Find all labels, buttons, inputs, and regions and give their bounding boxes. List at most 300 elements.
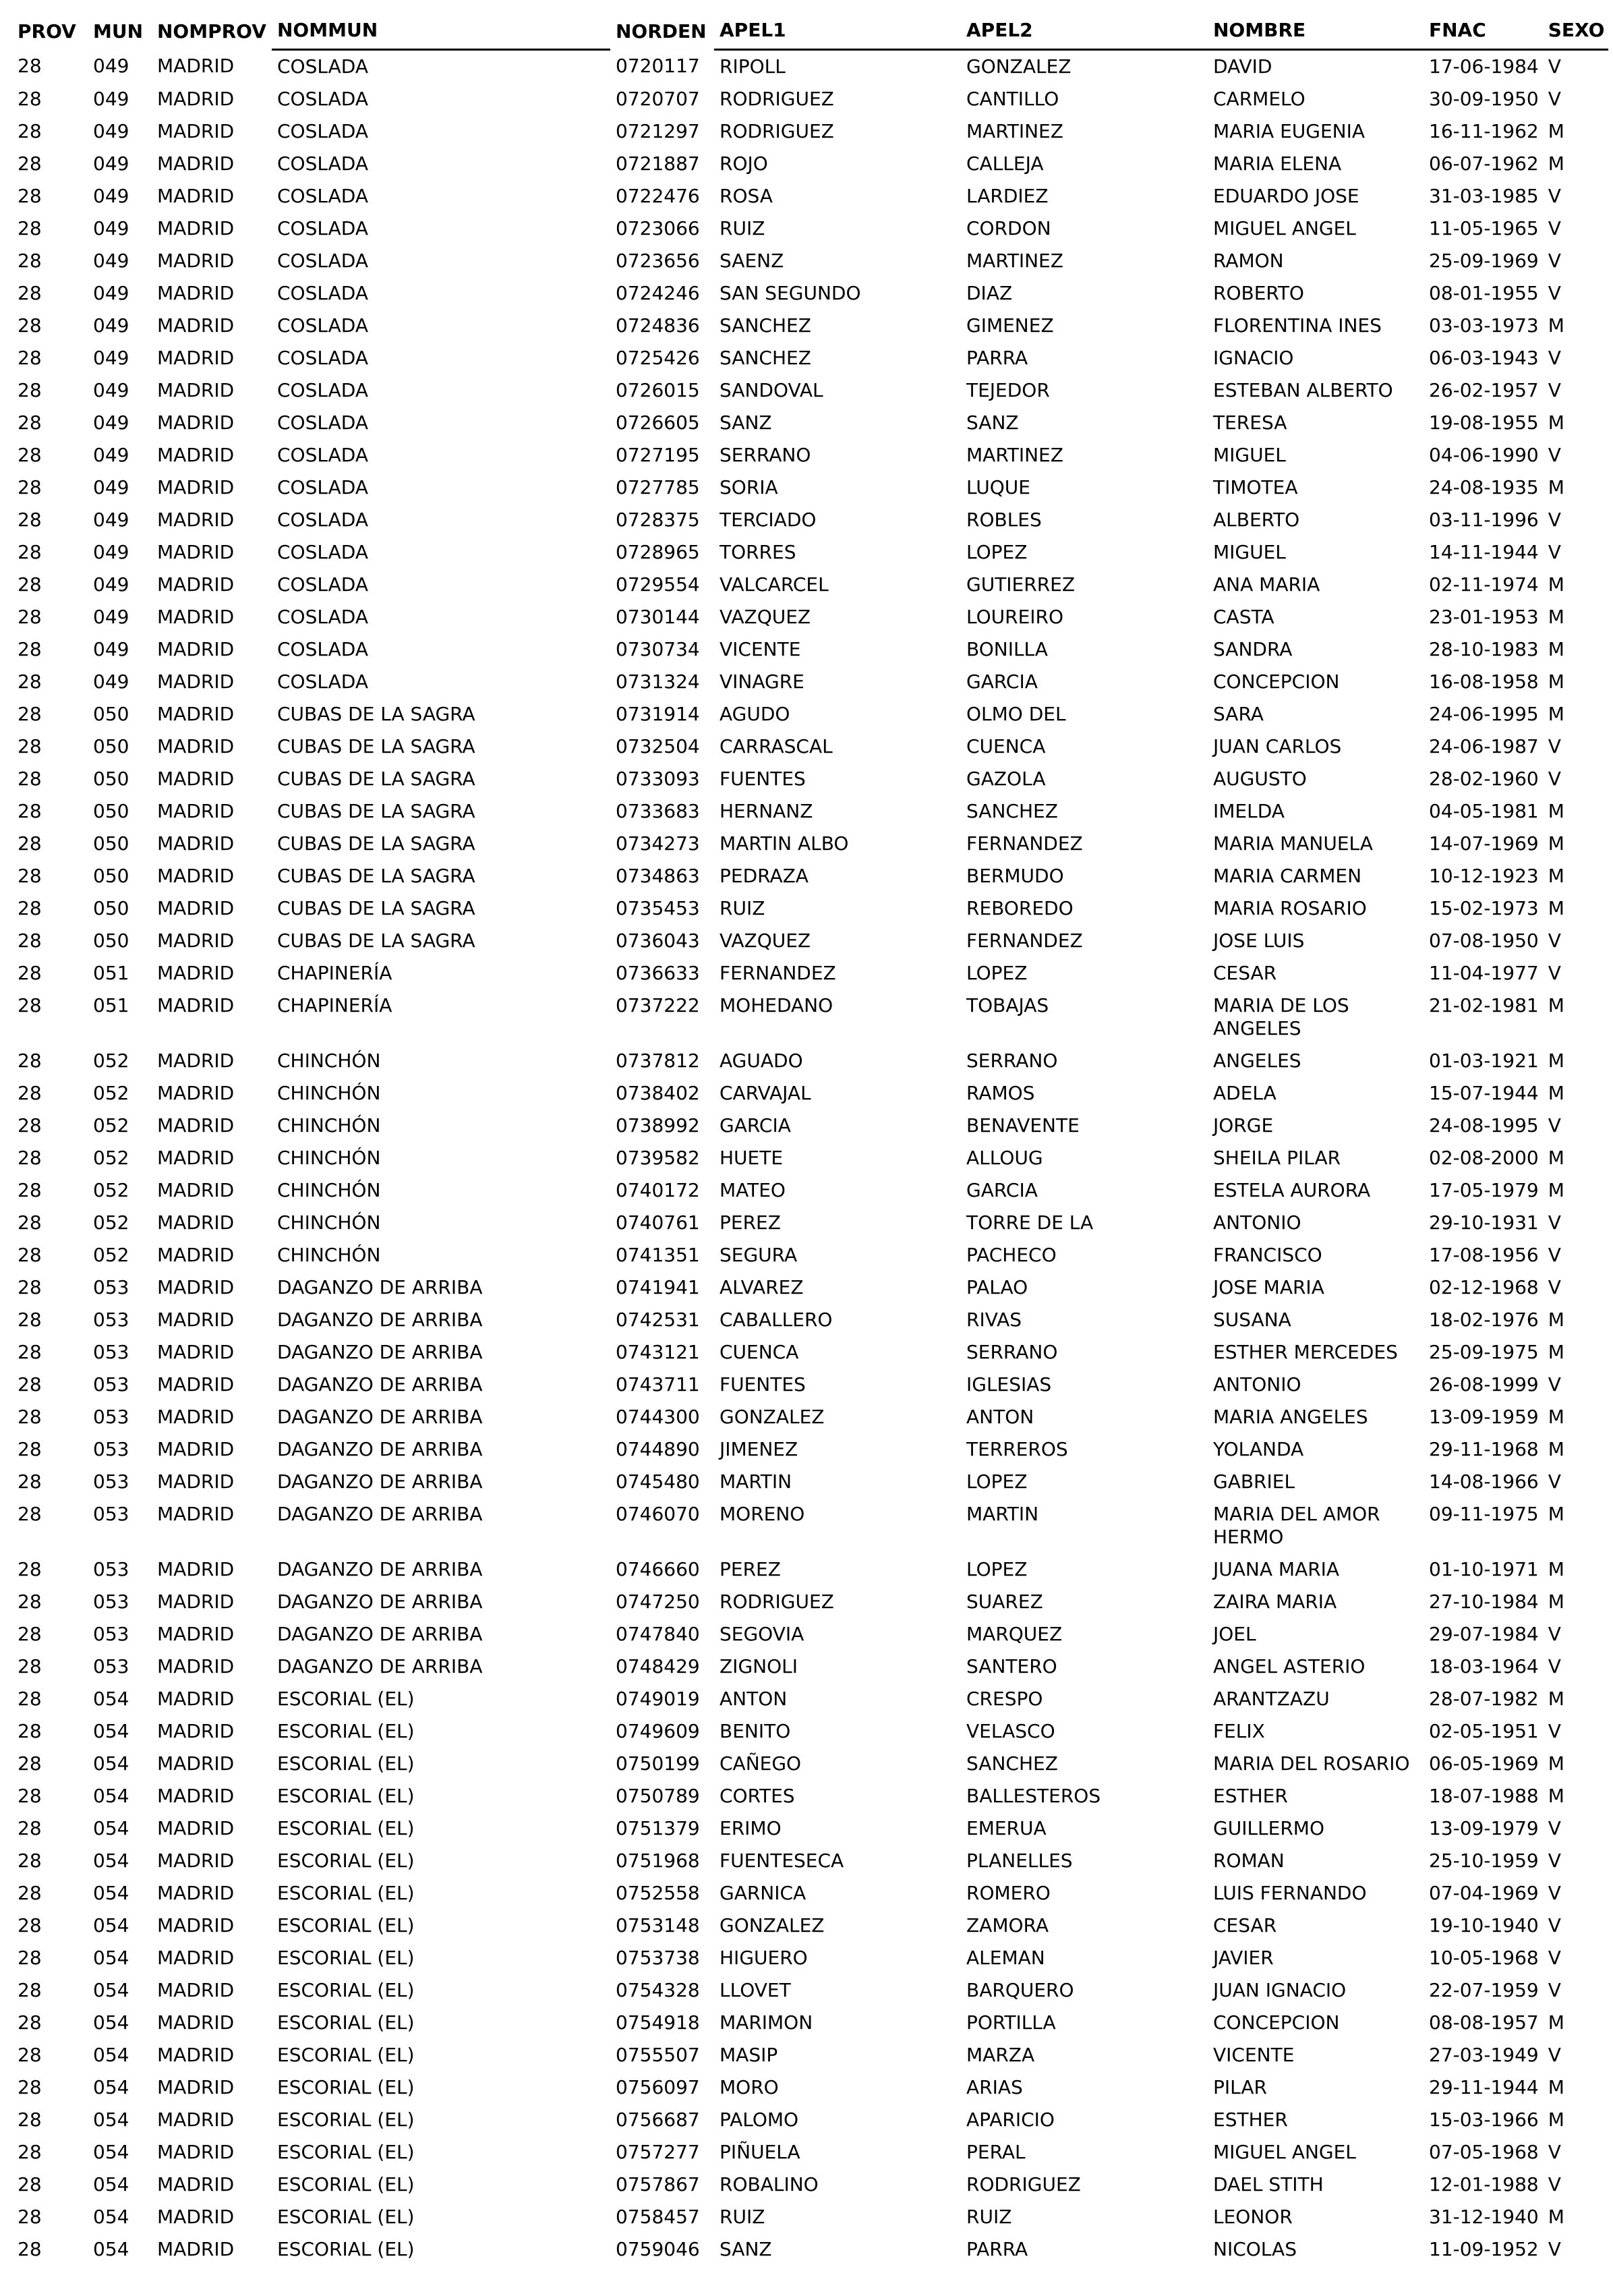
cell-fnac: 11-04-1977: [1429, 962, 1539, 984]
cell-apel2: ALLOUG: [966, 1147, 1043, 1169]
cell-apel2: CRESPO: [966, 1688, 1043, 1710]
cell-prov: 28: [18, 347, 42, 369]
cell-fnac: 11-09-1952: [1429, 2238, 1539, 2260]
table-row: [12, 763, 1608, 795]
table-row: [12, 1239, 1608, 1271]
cell-sexo: V: [1548, 185, 1561, 207]
cell-apel2: BARQUERO: [966, 1979, 1074, 2001]
cell-nommun: CUBAS DE LA SAGRA: [277, 703, 475, 725]
cell-apel1: FUENTES: [720, 768, 806, 790]
cell-mun: 054: [93, 1688, 129, 1710]
cell-sexo: M: [1548, 476, 1564, 498]
cell-nombre: ANA MARIA: [1213, 573, 1320, 596]
cell-nombre: TERESA: [1213, 411, 1287, 434]
cell-nommun: ESCORIAL (EL): [277, 2044, 415, 2066]
cell-nomprov: MADRID: [157, 1688, 235, 1710]
cell-nommun: CHINCHÓN: [277, 1050, 381, 1072]
cell-nombre: MARIA ELENA: [1213, 152, 1342, 175]
cell-norden: 0724246: [616, 282, 700, 304]
cell-nommun: ESCORIAL (EL): [277, 1688, 415, 1710]
cell-nomprov: MADRID: [157, 1050, 235, 1072]
cell-nomprov: MADRID: [157, 509, 235, 531]
table-row: [12, 245, 1608, 277]
cell-nombre: SUSANA: [1213, 1309, 1291, 1331]
cell-apel1: GARNICA: [720, 1882, 806, 1904]
cell-norden: 0737812: [616, 1050, 700, 1072]
table-row: [12, 1618, 1608, 1651]
cell-nommun: CUBAS DE LA SAGRA: [277, 832, 475, 855]
cell-nomprov: MADRID: [157, 1309, 235, 1331]
cell-apel2: MARZA: [966, 2044, 1035, 2066]
cell-nommun: COSLADA: [277, 411, 368, 434]
cell-nommun: ESCORIAL (EL): [277, 2238, 415, 2260]
cell-sexo: V: [1548, 250, 1561, 272]
cell-prov: 28: [18, 1503, 42, 1525]
cell-fnac: 17-08-1956: [1429, 1244, 1539, 1266]
cell-mun: 049: [93, 379, 129, 401]
cell-nomprov: MADRID: [157, 379, 235, 401]
cell-sexo: M: [1548, 2206, 1564, 2228]
table-row: [12, 407, 1608, 439]
cell-apel1: ROSA: [720, 185, 773, 207]
cell-apel1: ERIMO: [720, 1817, 782, 1839]
cell-fnac: 07-05-1968: [1429, 2141, 1539, 2163]
cell-mun: 049: [93, 185, 129, 207]
cell-apel1: TORRES: [720, 541, 796, 563]
cell-fnac: 12-01-1988: [1429, 2173, 1539, 2195]
cell-nommun: ESCORIAL (EL): [277, 1979, 415, 2001]
table-row: [12, 1553, 1608, 1586]
cell-fnac: 01-03-1921: [1429, 1050, 1539, 1072]
cell-norden: 0725426: [616, 347, 700, 369]
cell-apel1: SANDOVAL: [720, 379, 823, 401]
cell-sexo: M: [1548, 994, 1564, 1016]
cell-nomprov: MADRID: [157, 250, 235, 272]
cell-fnac: 01-10-1971: [1429, 1558, 1539, 1580]
cell-sexo: M: [1548, 1590, 1564, 1613]
cell-norden: 0738402: [616, 1082, 700, 1104]
cell-sexo: V: [1548, 541, 1561, 563]
cell-sexo: V: [1548, 2238, 1561, 2260]
cell-apel2: GUTIERREZ: [966, 573, 1076, 596]
cell-sexo: M: [1548, 1688, 1564, 1710]
cell-nommun: ESCORIAL (EL): [277, 2076, 415, 2098]
cell-nombre: GABRIEL: [1213, 1470, 1295, 1493]
cell-apel2: ZAMORA: [966, 1914, 1049, 1936]
cell-nommun: DAGANZO DE ARRIBA: [277, 1470, 483, 1493]
table-row: [12, 83, 1608, 115]
cell-fnac: 06-05-1969: [1429, 1752, 1539, 1775]
cell-fnac: 11-05-1965: [1429, 217, 1539, 239]
cell-apel2: PARRA: [966, 347, 1028, 369]
cell-nombre: SANDRA: [1213, 638, 1293, 660]
cell-apel2: PARRA: [966, 2238, 1028, 2260]
cell-nomprov: MADRID: [157, 1147, 235, 1169]
cell-nommun: COSLADA: [277, 152, 368, 175]
table-row: [12, 569, 1608, 601]
cell-mun: 049: [93, 314, 129, 337]
cell-sexo: M: [1548, 1438, 1564, 1460]
cell-sexo: M: [1548, 1785, 1564, 1807]
cell-norden: 0739582: [616, 1147, 700, 1169]
cell-nommun: DAGANZO DE ARRIBA: [277, 1341, 483, 1363]
cell-apel2: TORRE DE LA: [966, 1211, 1094, 1234]
cell-sexo: V: [1548, 55, 1561, 78]
cell-norden: 0723066: [616, 217, 700, 239]
cell-fnac: 03-03-1973: [1429, 314, 1539, 337]
cell-apel1: SANCHEZ: [720, 347, 811, 369]
cell-apel2: RAMOS: [966, 1082, 1035, 1104]
cell-sexo: M: [1548, 2011, 1564, 2034]
cell-prov: 28: [18, 1914, 42, 1936]
cell-fnac: 27-03-1949: [1429, 2044, 1539, 2066]
cell-nombre: MARIA CARMEN: [1213, 865, 1362, 887]
cell-apel1: SANZ: [720, 2238, 772, 2260]
cell-mun: 049: [93, 217, 129, 239]
cell-prov: 28: [18, 929, 42, 952]
cell-fnac: 06-07-1962: [1429, 152, 1539, 175]
cell-prov: 28: [18, 994, 42, 1016]
cell-prov: 28: [18, 2011, 42, 2034]
cell-nombre: JUAN IGNACIO: [1213, 1979, 1347, 2001]
table-row: [12, 1110, 1608, 1142]
cell-mun: 054: [93, 1720, 129, 1742]
table-row: [12, 2136, 1608, 2169]
cell-nombre: AUGUSTO: [1213, 768, 1307, 790]
column-header-apel1: APEL1: [714, 5, 961, 50]
cell-norden: 0731914: [616, 703, 700, 725]
cell-prov: 28: [18, 250, 42, 272]
cell-fnac: 18-07-1988: [1429, 1785, 1539, 1807]
cell-prov: 28: [18, 185, 42, 207]
cell-prov: 28: [18, 1947, 42, 1969]
cell-prov: 28: [18, 120, 42, 142]
cell-apel2: CALLEJA: [966, 152, 1044, 175]
cell-apel2: APARICIO: [966, 2108, 1055, 2131]
cell-sexo: V: [1548, 735, 1561, 757]
cell-fnac: 14-07-1969: [1429, 832, 1539, 855]
cell-fnac: 28-10-1983: [1429, 638, 1539, 660]
table-row: [12, 50, 1608, 84]
cell-sexo: M: [1548, 1341, 1564, 1363]
table-row: [12, 1812, 1608, 1845]
table-row: [12, 2201, 1608, 2233]
cell-nommun: ESCORIAL (EL): [277, 2108, 415, 2131]
cell-fnac: 02-05-1951: [1429, 1720, 1539, 1742]
cell-nommun: CUBAS DE LA SAGRA: [277, 897, 475, 919]
cell-mun: 054: [93, 2011, 129, 2034]
cell-nombre: ROMAN: [1213, 1849, 1285, 1872]
cell-sexo: V: [1548, 444, 1561, 466]
table-row: [12, 795, 1608, 828]
cell-nommun: CHINCHÓN: [277, 1082, 381, 1104]
table-row: [12, 1045, 1608, 1077]
table-row: [12, 666, 1608, 698]
cell-nomprov: MADRID: [157, 314, 235, 337]
cell-apel2: PERAL: [966, 2141, 1026, 2163]
cell-apel1: PIÑUELA: [720, 2141, 800, 2163]
cell-nomprov: MADRID: [157, 1276, 235, 1298]
cell-nombre: LUIS FERNANDO: [1213, 1882, 1367, 1904]
cell-nomprov: MADRID: [157, 217, 235, 239]
cell-mun: 054: [93, 2108, 129, 2131]
cell-nommun: DAGANZO DE ARRIBA: [277, 1590, 483, 1613]
cell-mun: 050: [93, 832, 129, 855]
cell-nomprov: MADRID: [157, 1406, 235, 1428]
cell-nombre: MARIA DEL ROSARIO: [1213, 1752, 1410, 1775]
cell-mun: 053: [93, 1309, 129, 1331]
cell-fnac: 25-09-1969: [1429, 250, 1539, 272]
cell-nomprov: MADRID: [157, 1752, 235, 1775]
cell-apel2: RIVAS: [966, 1309, 1022, 1331]
cell-fnac: 24-06-1987: [1429, 735, 1539, 757]
cell-nommun: COSLADA: [277, 670, 368, 693]
cell-norden: 0753738: [616, 1947, 700, 1969]
cell-apel2: LARDIEZ: [966, 185, 1049, 207]
cell-norden: 0735453: [616, 897, 700, 919]
cell-apel1: SERRANO: [720, 444, 811, 466]
cell-nombre: JOSE LUIS: [1213, 929, 1305, 952]
cell-mun: 053: [93, 1655, 129, 1677]
cell-fnac: 17-05-1979: [1429, 1179, 1539, 1201]
cell-fnac: 06-03-1943: [1429, 347, 1539, 369]
cell-prov: 28: [18, 1050, 42, 1072]
cell-nombre: LEONOR: [1213, 2206, 1293, 2228]
cell-prov: 28: [18, 1082, 42, 1104]
cell-norden: 0742531: [616, 1309, 700, 1331]
cell-nomprov: MADRID: [157, 1947, 235, 1969]
cell-apel1: RUIZ: [720, 897, 765, 919]
cell-sexo: M: [1548, 1050, 1564, 1072]
cell-nomprov: MADRID: [157, 347, 235, 369]
cell-nommun: ESCORIAL (EL): [277, 2011, 415, 2034]
column-header-nommun: NOMMUN: [272, 5, 610, 50]
cell-norden: 0733683: [616, 800, 700, 822]
cell-norden: 0744300: [616, 1406, 700, 1428]
cell-apel2: RODRIGUEZ: [966, 2173, 1081, 2195]
cell-mun: 054: [93, 2173, 129, 2195]
cell-nommun: DAGANZO DE ARRIBA: [277, 1503, 483, 1525]
cell-apel2: BENAVENTE: [966, 1114, 1080, 1137]
cell-nommun: CUBAS DE LA SAGRA: [277, 929, 475, 952]
table-row: [12, 1845, 1608, 1877]
cell-nommun: COSLADA: [277, 509, 368, 531]
cell-fnac: 15-02-1973: [1429, 897, 1539, 919]
cell-nomprov: MADRID: [157, 476, 235, 498]
cell-fnac: 13-09-1959: [1429, 1406, 1539, 1428]
cell-norden: 0757277: [616, 2141, 700, 2163]
cell-sexo: V: [1548, 1211, 1561, 1234]
cell-mun: 049: [93, 476, 129, 498]
cell-nombre: CESAR: [1213, 962, 1277, 984]
cell-nombre: EDUARDO JOSE: [1213, 185, 1359, 207]
table-row: [12, 730, 1608, 763]
cell-apel2: MARTINEZ: [966, 444, 1063, 466]
cell-apel1: MOHEDANO: [720, 994, 833, 1016]
cell-nombre: CESAR: [1213, 1914, 1277, 1936]
cell-nomprov: MADRID: [157, 120, 235, 142]
cell-nombre: MIGUEL ANGEL: [1213, 217, 1356, 239]
cell-nomprov: MADRID: [157, 897, 235, 919]
cell-norden: 0754328: [616, 1979, 700, 2001]
cell-nomprov: MADRID: [157, 541, 235, 563]
cell-nommun: ESCORIAL (EL): [277, 2206, 415, 2228]
cell-sexo: V: [1548, 1817, 1561, 1839]
cell-apel1: VAZQUEZ: [720, 929, 811, 952]
cell-apel1: GARCIA: [720, 1114, 791, 1137]
cell-nomprov: MADRID: [157, 865, 235, 887]
cell-sexo: M: [1548, 1082, 1564, 1104]
cell-prov: 28: [18, 2141, 42, 2163]
cell-nommun: CHINCHÓN: [277, 1211, 381, 1234]
cell-nommun: ESCORIAL (EL): [277, 1720, 415, 1742]
cell-sexo: V: [1548, 379, 1561, 401]
cell-nomprov: MADRID: [157, 2108, 235, 2131]
cell-sexo: V: [1548, 768, 1561, 790]
cell-sexo: M: [1548, 1752, 1564, 1775]
cell-prov: 28: [18, 1309, 42, 1331]
cell-sexo: M: [1548, 606, 1564, 628]
cell-prov: 28: [18, 88, 42, 110]
cell-nombre: IMELDA: [1213, 800, 1285, 822]
cell-fnac: 02-12-1968: [1429, 1276, 1539, 1298]
cell-nombre: DAEL STITH: [1213, 2173, 1324, 2195]
cell-norden: 0756097: [616, 2076, 700, 2098]
cell-nombre: MARIA DE LOS ANGELES: [1213, 994, 1349, 1039]
cell-apel2: CUENCA: [966, 735, 1046, 757]
cell-nomprov: MADRID: [157, 929, 235, 952]
cell-nommun: COSLADA: [277, 476, 368, 498]
cell-mun: 049: [93, 606, 129, 628]
cell-apel1: SANZ: [720, 411, 772, 434]
cell-nommun: ESCORIAL (EL): [277, 2141, 415, 2163]
cell-prov: 28: [18, 800, 42, 822]
cell-sexo: V: [1548, 1882, 1561, 1904]
cell-apel2: LOUREIRO: [966, 606, 1064, 628]
cell-sexo: V: [1548, 1849, 1561, 1872]
cell-nommun: ESCORIAL (EL): [277, 1947, 415, 1969]
cell-norden: 0723656: [616, 250, 700, 272]
cell-norden: 0724836: [616, 314, 700, 337]
cell-apel2: GAZOLA: [966, 768, 1046, 790]
cell-norden: 0741351: [616, 1244, 700, 1266]
cell-apel1: SORIA: [720, 476, 778, 498]
cell-fnac: 10-05-1968: [1429, 1947, 1539, 1969]
cell-apel2: SANCHEZ: [966, 800, 1058, 822]
cell-nommun: COSLADA: [277, 347, 368, 369]
cell-norden: 0759046: [616, 2238, 700, 2260]
cell-norden: 0758457: [616, 2206, 700, 2228]
cell-norden: 0734273: [616, 832, 700, 855]
cell-fnac: 19-08-1955: [1429, 411, 1539, 434]
cell-nommun: ESCORIAL (EL): [277, 2173, 415, 2195]
cell-fnac: 17-06-1984: [1429, 55, 1539, 78]
cell-nomprov: MADRID: [157, 1655, 235, 1677]
cell-apel1: CABALLERO: [720, 1309, 833, 1331]
cell-mun: 050: [93, 703, 129, 725]
cell-nomprov: MADRID: [157, 1179, 235, 1201]
table-row: [12, 439, 1608, 471]
cell-nommun: COSLADA: [277, 638, 368, 660]
cell-sexo: M: [1548, 1309, 1564, 1331]
cell-norden: 0743121: [616, 1341, 700, 1363]
cell-nommun: DAGANZO DE ARRIBA: [277, 1438, 483, 1460]
cell-nommun: DAGANZO DE ARRIBA: [277, 1623, 483, 1645]
cell-sexo: M: [1548, 411, 1564, 434]
cell-mun: 049: [93, 444, 129, 466]
cell-sexo: M: [1548, 638, 1564, 660]
cell-apel2: SANTERO: [966, 1655, 1057, 1677]
cell-nombre: ANTONIO: [1213, 1211, 1301, 1234]
table-row: [12, 1780, 1608, 1812]
table-row: [12, 1683, 1608, 1715]
cell-sexo: M: [1548, 800, 1564, 822]
cell-nommun: CHINCHÓN: [277, 1244, 381, 1266]
cell-sexo: V: [1548, 1914, 1561, 1936]
table-body: [12, 50, 1608, 2266]
table-row: [12, 1207, 1608, 1239]
cell-sexo: V: [1548, 1655, 1561, 1677]
cell-prov: 28: [18, 1817, 42, 1839]
cell-mun: 053: [93, 1373, 129, 1396]
cell-prov: 28: [18, 152, 42, 175]
column-header-fnac: FNAC: [1424, 5, 1543, 50]
cell-nomprov: MADRID: [157, 2238, 235, 2260]
cell-sexo: M: [1548, 2076, 1564, 2098]
table-row: [12, 2071, 1608, 2104]
cell-mun: 053: [93, 1276, 129, 1298]
cell-nombre: MARIA MANUELA: [1213, 832, 1373, 855]
cell-apel1: AGUDO: [720, 703, 790, 725]
table-row: [12, 925, 1608, 957]
cell-sexo: M: [1548, 832, 1564, 855]
cell-norden: 0744890: [616, 1438, 700, 1460]
cell-nomprov: MADRID: [157, 1849, 235, 1872]
cell-nomprov: MADRID: [157, 1470, 235, 1493]
cell-sexo: V: [1548, 509, 1561, 531]
table-row: [12, 989, 1608, 1045]
cell-norden: 0732504: [616, 735, 700, 757]
cell-apel1: MARTIN ALBO: [720, 832, 849, 855]
cell-sexo: V: [1548, 962, 1561, 984]
cell-nombre: FLORENTINA INES: [1213, 314, 1382, 337]
cell-norden: 0750199: [616, 1752, 700, 1775]
cell-apel1: BENITO: [720, 1720, 791, 1742]
table-row: [12, 1336, 1608, 1369]
cell-prov: 28: [18, 1590, 42, 1613]
cell-mun: 053: [93, 1623, 129, 1645]
cell-mun: 049: [93, 88, 129, 110]
cell-nombre: ESTHER: [1213, 1785, 1288, 1807]
cell-apel2: CORDON: [966, 217, 1051, 239]
cell-mun: 054: [93, 1849, 129, 1872]
cell-norden: 0753148: [616, 1914, 700, 1936]
cell-prov: 28: [18, 573, 42, 596]
cell-norden: 0746070: [616, 1503, 700, 1525]
cell-norden: 0751379: [616, 1817, 700, 1839]
cell-apel1: HUETE: [720, 1147, 784, 1169]
cell-nommun: COSLADA: [277, 185, 368, 207]
cell-norden: 0726015: [616, 379, 700, 401]
cell-nommun: DAGANZO DE ARRIBA: [277, 1406, 483, 1428]
table-row: [12, 1369, 1608, 1401]
cell-norden: 0728965: [616, 541, 700, 563]
cell-sexo: M: [1548, 573, 1564, 596]
cell-mun: 049: [93, 152, 129, 175]
cell-mun: 053: [93, 1406, 129, 1428]
cell-prov: 28: [18, 379, 42, 401]
cell-norden: 0741941: [616, 1276, 700, 1298]
